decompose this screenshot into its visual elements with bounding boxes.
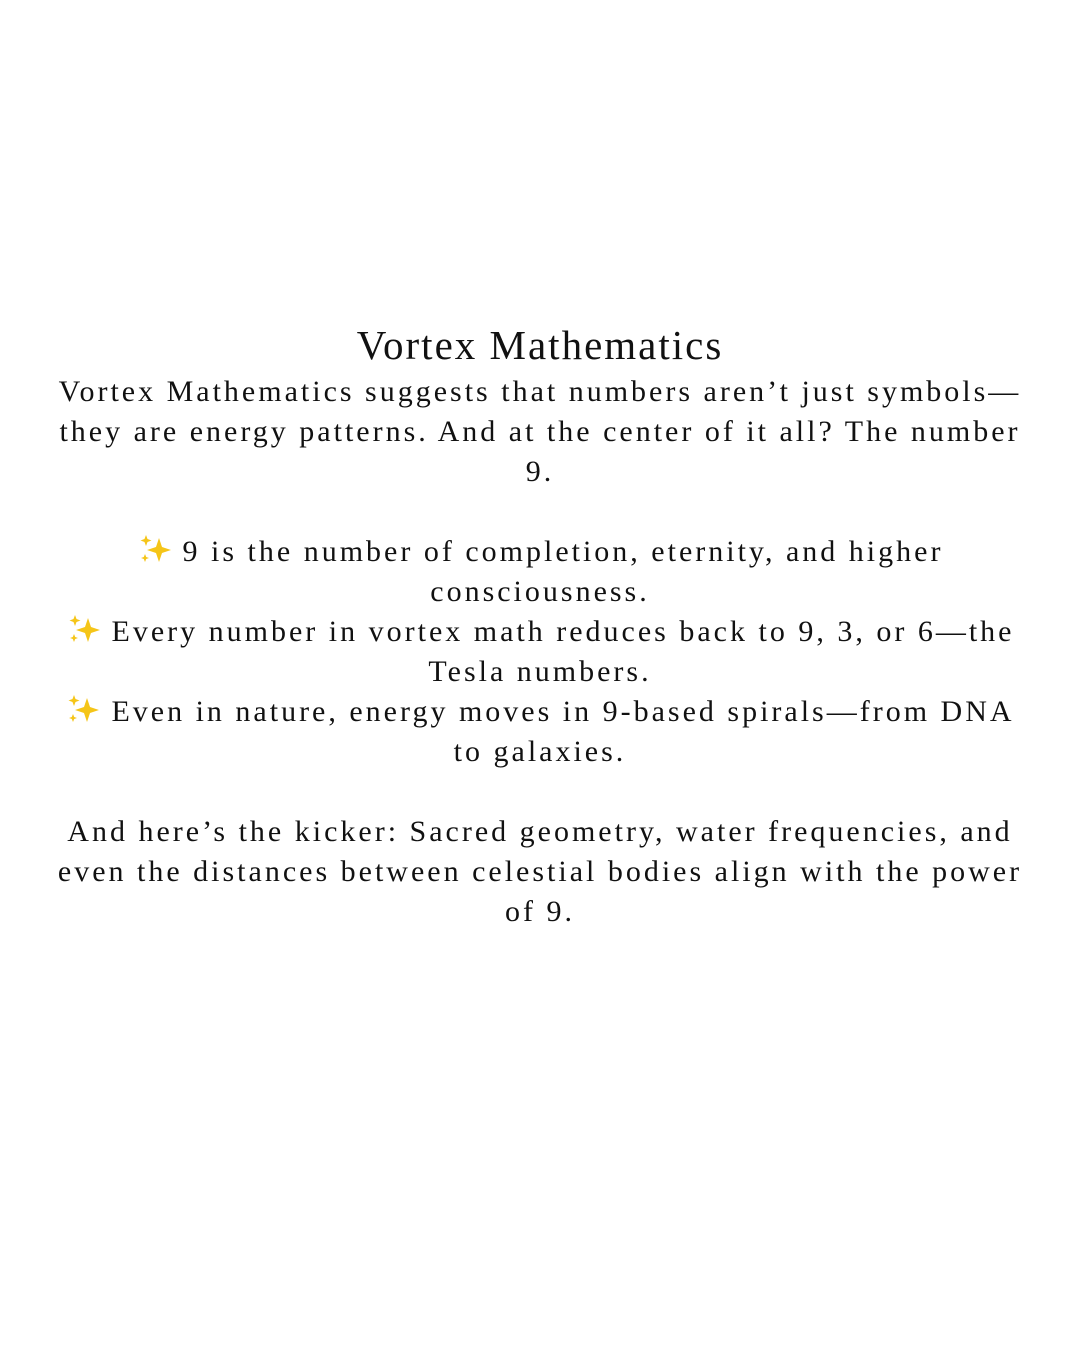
intro-paragraph: Vortex Mathematics suggests that numbers aren’t just symbols—they are energy patterns. And at the center of it all? The number 9. bbox=[58, 375, 1022, 488]
closing-paragraph: And here’s the kicker: Sacred geometry, water frequencies, and even the distances between celestial bodies align with the power of 9. bbox=[57, 815, 1023, 928]
bullet-text: 9 is the number of completion, eternity, and higher consciousness. bbox=[182, 535, 944, 608]
bullet-text: Every number in vortex math reduces back to 9, 3, or 6—the Tesla numbers. bbox=[111, 615, 1015, 688]
sparkles-icon bbox=[66, 614, 106, 646]
post-content bbox=[0, 318, 1080, 932]
spacer bbox=[0, 492, 1080, 532]
bullet-item bbox=[50, 692, 1030, 772]
bullet-item bbox=[50, 612, 1030, 692]
sparkles-icon bbox=[65, 694, 105, 726]
spacer bbox=[0, 772, 1080, 812]
sparkles-icon bbox=[137, 534, 177, 566]
bullet-text: Even in nature, energy moves in 9-based spirals—from DNA to galaxies. bbox=[111, 695, 1015, 768]
bullet-item bbox=[50, 532, 1030, 612]
post-title: Vortex Mathematics bbox=[356, 322, 724, 368]
